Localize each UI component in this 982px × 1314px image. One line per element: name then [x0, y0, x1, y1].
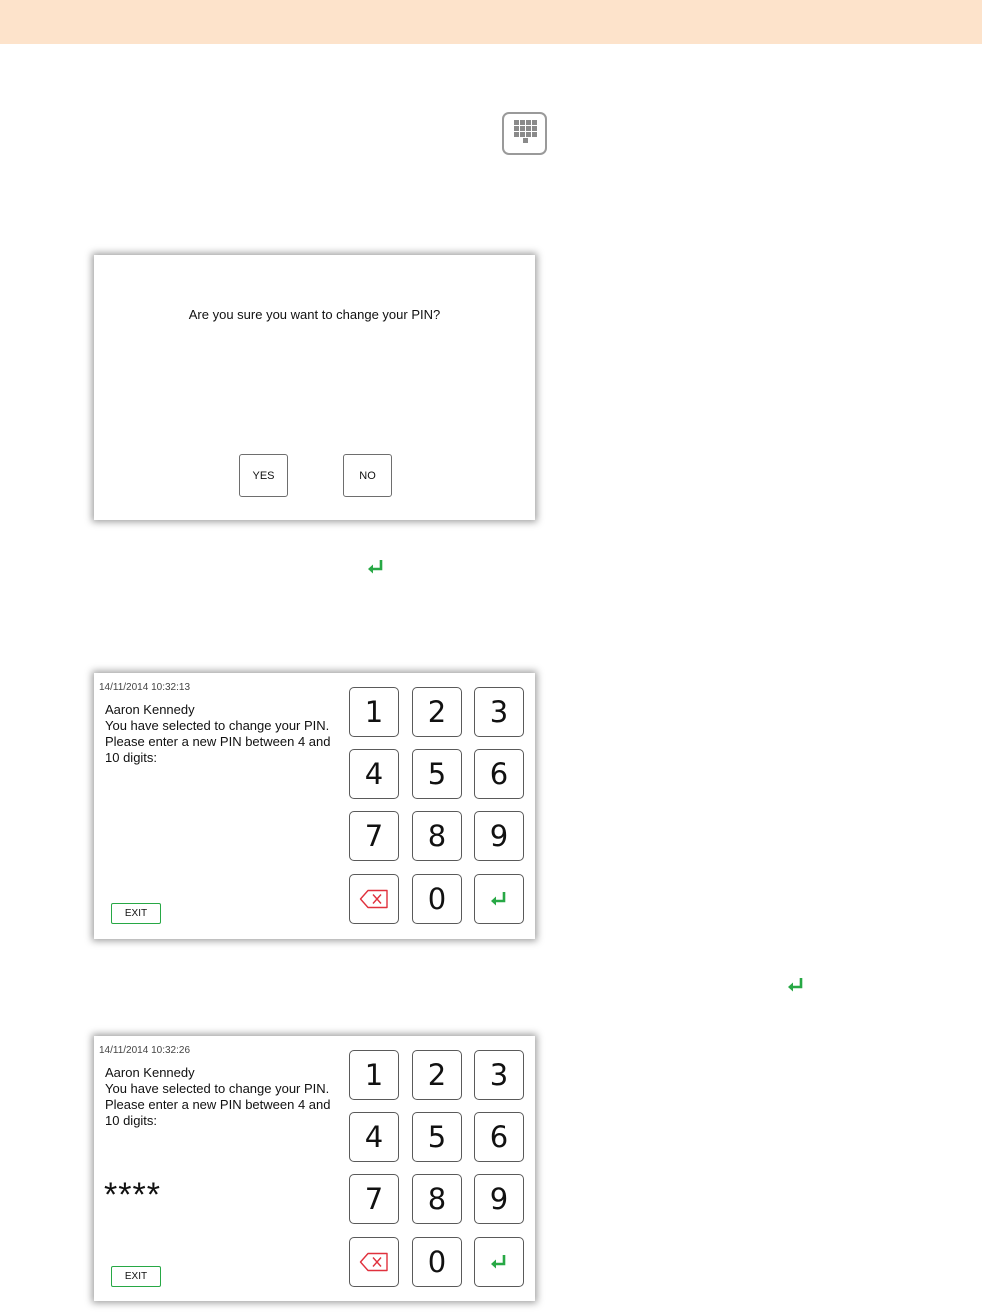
- user-name: Aaron Kennedy: [105, 702, 195, 717]
- key-3[interactable]: 3: [474, 687, 524, 737]
- key-8[interactable]: 8: [412, 811, 462, 861]
- key-2[interactable]: 2: [412, 1050, 462, 1100]
- backspace-key[interactable]: [349, 1237, 399, 1287]
- key-0[interactable]: 0: [412, 1237, 462, 1287]
- enter-icon: [787, 977, 805, 993]
- key-1[interactable]: 1: [349, 687, 399, 737]
- backspace-icon: [359, 889, 389, 909]
- key-7[interactable]: 7: [349, 1174, 399, 1224]
- backspace-icon: [359, 1252, 389, 1272]
- pin-entry-screen: [94, 673, 535, 939]
- key-5[interactable]: 5: [412, 749, 462, 799]
- key-2[interactable]: 2: [412, 687, 462, 737]
- enter-icon: [490, 891, 508, 907]
- pin-instructions: You have selected to change your PIN. Please enter a new PIN between 4 and 10 digits:: [105, 1081, 331, 1128]
- key-4[interactable]: 4: [349, 749, 399, 799]
- timestamp: 14/11/2014 10:32:26: [99, 1045, 191, 1056]
- key-9[interactable]: 9: [474, 1174, 524, 1224]
- enter-icon: [367, 559, 385, 575]
- keypad-icon: [502, 112, 547, 155]
- key-6[interactable]: 6: [474, 1112, 524, 1162]
- key-8[interactable]: 8: [412, 1174, 462, 1224]
- key-7[interactable]: 7: [349, 811, 399, 861]
- enter-key[interactable]: [474, 874, 524, 924]
- exit-button[interactable]: EXIT: [111, 903, 161, 924]
- key-1[interactable]: 1: [349, 1050, 399, 1100]
- user-name: Aaron Kennedy: [105, 1065, 195, 1080]
- key-4[interactable]: 4: [349, 1112, 399, 1162]
- yes-button[interactable]: YES: [239, 454, 288, 497]
- key-0[interactable]: 0: [412, 874, 462, 924]
- backspace-key[interactable]: [349, 874, 399, 924]
- key-5[interactable]: 5: [412, 1112, 462, 1162]
- confirm-change-pin-screen: [94, 255, 535, 520]
- key-6[interactable]: 6: [474, 749, 524, 799]
- pin-masked-value: ****: [104, 1176, 161, 1214]
- enter-key[interactable]: [474, 1237, 524, 1287]
- top-banner: [0, 0, 982, 44]
- no-button[interactable]: NO: [343, 454, 392, 497]
- numeric-keypad: [349, 687, 525, 925]
- exit-button[interactable]: EXIT: [111, 1266, 161, 1287]
- confirm-question: Are you sure you want to change your PIN?: [188, 307, 441, 322]
- key-3[interactable]: 3: [474, 1050, 524, 1100]
- pin-entry-screen-filled: [94, 1036, 535, 1301]
- timestamp: 14/11/2014 10:32:13: [99, 682, 191, 693]
- numeric-keypad: [349, 1050, 525, 1288]
- key-9[interactable]: 9: [474, 811, 524, 861]
- pin-instructions: You have selected to change your PIN. Please enter a new PIN between 4 and 10 digits:: [105, 718, 331, 765]
- enter-icon: [490, 1254, 508, 1270]
